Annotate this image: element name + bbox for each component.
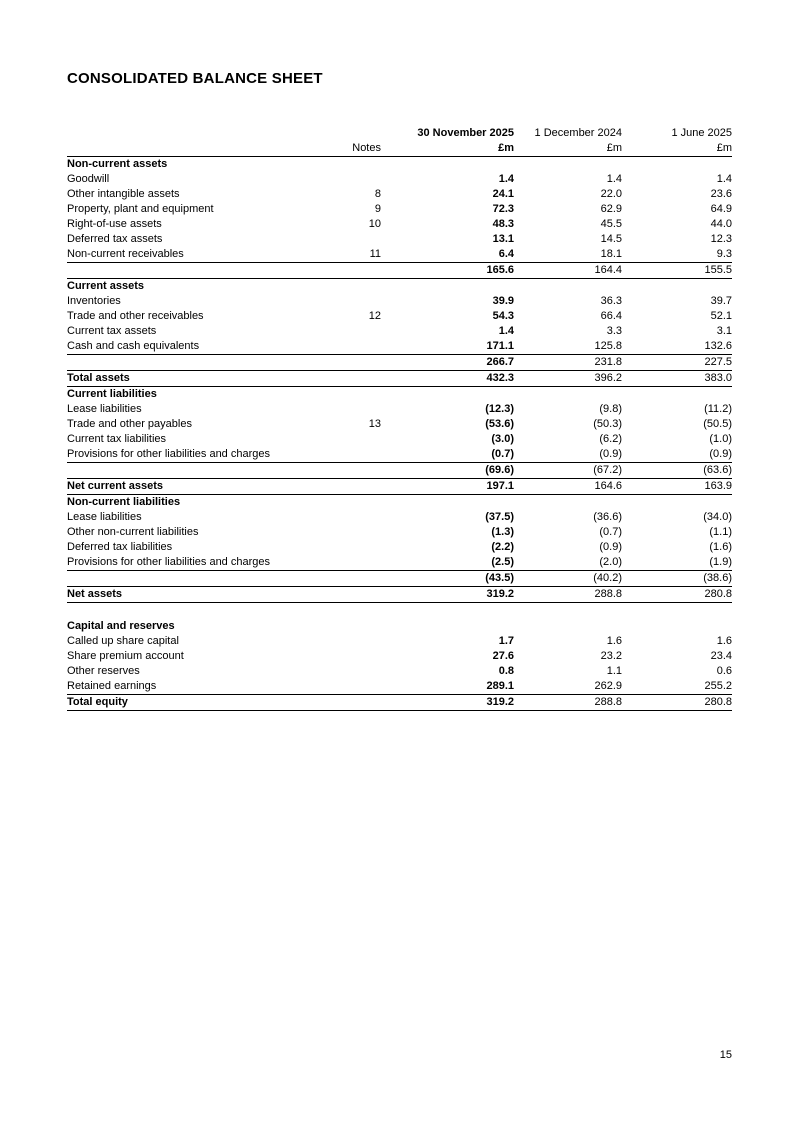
table-row-item	[67, 432, 732, 447]
value-current-period: (53.6)	[485, 418, 514, 430]
section-label: Capital and reserves	[67, 619, 175, 632]
value-prior-period: 164.6	[514, 479, 622, 495]
note-reference	[317, 525, 381, 540]
table-row-item	[67, 294, 732, 309]
table-row-item	[67, 679, 732, 695]
value-halfyear-period: 3.1	[716, 325, 732, 337]
unit-label-halfyear: £m	[622, 141, 732, 157]
header-empty	[67, 141, 317, 157]
value-prior-period: 14.5	[600, 233, 622, 245]
table-row-total	[67, 371, 732, 387]
value-prior-period: 288.8	[514, 694, 622, 710]
note-reference	[317, 694, 381, 710]
value-current-period: 165.6	[381, 263, 514, 279]
unit-label-prior: £m	[514, 141, 622, 157]
value-halfyear-period: (1.0)	[709, 433, 732, 445]
value-halfyear-period: 280.8	[622, 694, 732, 710]
row-label: Share premium account	[67, 649, 184, 662]
value-halfyear-period: (1.6)	[709, 541, 732, 553]
value-halfyear-period: (0.9)	[622, 447, 732, 463]
value-prior-period: 262.9	[514, 679, 622, 695]
value-halfyear-period: 9.3	[622, 247, 732, 263]
value-halfyear-period: 64.9	[710, 203, 732, 215]
value-prior-period: (0.9)	[514, 447, 622, 463]
table-row-item	[67, 202, 732, 217]
value-halfyear-period: 23.4	[710, 649, 732, 662]
value-halfyear-period: 52.1	[710, 310, 732, 322]
value-current-period: (1.3)	[491, 526, 514, 538]
row-label: Inventories	[67, 295, 121, 307]
value-halfyear-period: 280.8	[622, 587, 732, 603]
value-prior-period: 396.2	[514, 371, 622, 387]
value-current-period: 39.9	[492, 295, 514, 307]
header-row-units	[67, 141, 732, 157]
value-current-period: 266.7	[381, 355, 514, 371]
note-reference	[317, 634, 381, 649]
row-label: Current tax liabilities	[67, 433, 167, 445]
value-halfyear-period: 23.6	[710, 188, 732, 200]
value-prior-period: 231.8	[514, 355, 622, 371]
table-row-item	[67, 525, 732, 540]
note-reference	[317, 587, 381, 603]
note-reference	[317, 402, 381, 417]
spacer	[67, 603, 732, 619]
value-prior-period: 22.0	[600, 188, 622, 200]
note-reference	[317, 371, 381, 387]
value-current-period: (2.2)	[491, 541, 514, 553]
row-label	[67, 263, 317, 279]
table-row-section	[67, 495, 732, 511]
section-label: Current liabilities	[67, 388, 157, 400]
table-row-item	[67, 324, 732, 339]
value-halfyear-period: (63.6)	[622, 463, 732, 479]
row-label: Deferred tax liabilities	[67, 541, 173, 553]
value-prior-period: (0.7)	[599, 526, 622, 538]
balance-sheet-body	[67, 157, 732, 711]
note-reference	[317, 510, 381, 525]
value-prior-period: (2.0)	[514, 555, 622, 571]
value-halfyear-period: (50.5)	[703, 418, 732, 430]
value-current-period: (43.5)	[381, 571, 514, 587]
note-reference	[317, 339, 381, 355]
value-current-period: (69.6)	[381, 463, 514, 479]
row-label: Current tax assets	[67, 325, 157, 337]
value-current-period: 6.4	[381, 247, 514, 263]
value-halfyear-period: 383.0	[622, 371, 732, 387]
row-label: Other reserves	[67, 664, 140, 677]
row-label	[67, 463, 317, 479]
value-prior-period: 45.5	[600, 218, 622, 230]
value-halfyear-period: (11.2)	[704, 403, 732, 415]
value-halfyear-period: (1.1)	[709, 526, 732, 538]
value-halfyear-period: 163.9	[622, 479, 732, 495]
value-current-period: 72.3	[492, 203, 514, 215]
table-row-item	[67, 417, 732, 432]
note-reference	[317, 172, 381, 187]
note-reference	[317, 355, 381, 371]
note-reference	[317, 294, 381, 309]
value-current-period: 24.1	[492, 188, 514, 200]
value-current-period: 319.2	[381, 694, 514, 710]
row-label: Non-current receivables	[67, 247, 317, 263]
table-row-item	[67, 664, 732, 679]
value-halfyear-period: 0.6	[716, 664, 732, 677]
value-prior-period: (50.3)	[593, 418, 622, 430]
value-prior-period: 1.6	[606, 634, 622, 647]
value-halfyear-period: 227.5	[622, 355, 732, 371]
value-halfyear-period: 1.6	[716, 634, 732, 647]
value-current-period: 27.6	[492, 649, 514, 662]
header-empty	[317, 126, 381, 141]
note-reference	[317, 263, 381, 279]
row-label: Net current assets	[67, 479, 317, 495]
column-header-current-period: 30 November 2025	[417, 127, 514, 139]
note-reference: 13	[368, 418, 381, 430]
row-label: Provisions for other liabilities and charges	[67, 555, 317, 571]
value-halfyear-period: 44.0	[710, 218, 732, 230]
value-prior-period: 1.1	[606, 664, 622, 677]
row-label: Retained earnings	[67, 679, 317, 695]
column-header-halfyear-period: 1 June 2025	[671, 127, 732, 139]
value-current-period: 197.1	[381, 479, 514, 495]
row-label: Right-of-use assets	[67, 218, 162, 230]
note-reference	[317, 571, 381, 587]
row-label: Lease liabilities	[67, 511, 142, 523]
value-halfyear-period: (1.9)	[622, 555, 732, 571]
value-current-period: 432.3	[381, 371, 514, 387]
value-current-period: (2.5)	[381, 555, 514, 571]
row-label: Total equity	[67, 694, 317, 710]
header-row-dates	[67, 126, 732, 141]
row-label: Trade and other receivables	[67, 310, 204, 322]
value-prior-period: (0.9)	[599, 541, 622, 553]
value-prior-period: (67.2)	[514, 463, 622, 479]
table-row-item	[67, 649, 732, 664]
note-reference	[317, 463, 381, 479]
note-reference	[317, 447, 381, 463]
value-prior-period: 3.3	[606, 325, 622, 337]
table-row-subtotal	[67, 355, 732, 371]
note-reference	[317, 324, 381, 339]
table-row-item	[67, 634, 732, 649]
value-halfyear-period: 132.6	[622, 339, 732, 355]
table-row-spacer	[67, 603, 732, 619]
note-reference	[317, 679, 381, 695]
value-prior-period: (40.2)	[514, 571, 622, 587]
value-prior-period: 36.3	[600, 295, 622, 307]
table-row-item	[67, 339, 732, 355]
value-prior-period: 288.8	[514, 587, 622, 603]
value-prior-period: (36.6)	[593, 511, 622, 523]
row-label: Trade and other payables	[67, 418, 192, 430]
value-prior-period: 66.4	[600, 310, 622, 322]
table-row-item	[67, 217, 732, 232]
column-header-prior-period: 1 December 2024	[534, 127, 622, 139]
value-current-period: (12.3)	[485, 403, 514, 415]
value-current-period: 1.7	[498, 634, 514, 647]
value-current-period: 13.1	[492, 233, 514, 245]
table-row-section	[67, 387, 732, 403]
note-reference	[317, 432, 381, 447]
value-prior-period: 62.9	[600, 203, 622, 215]
value-current-period: 0.8	[498, 664, 514, 677]
value-current-period: 54.3	[492, 310, 514, 322]
value-prior-period: (9.8)	[599, 403, 622, 415]
value-current-period: (37.5)	[485, 511, 514, 523]
row-label: Lease liabilities	[67, 403, 142, 415]
row-label: Deferred tax assets	[67, 233, 163, 245]
value-current-period: 171.1	[381, 339, 514, 355]
note-reference: 9	[374, 203, 381, 215]
row-label: Total assets	[67, 371, 317, 387]
value-current-period: 48.3	[492, 218, 514, 230]
note-reference	[317, 664, 381, 679]
table-row-section	[67, 619, 732, 634]
column-header-notes: Notes	[317, 141, 381, 157]
value-current-period: (0.7)	[381, 447, 514, 463]
section-label: Current assets	[67, 280, 145, 292]
note-reference	[317, 479, 381, 495]
note-reference: 8	[374, 188, 381, 200]
row-label	[67, 355, 317, 371]
page-title: CONSOLIDATED BALANCE SHEET	[67, 70, 323, 87]
table-row-item	[67, 510, 732, 525]
note-reference	[317, 232, 381, 247]
table-row-item	[67, 309, 732, 324]
section-label: Non-current liabilities	[67, 496, 181, 508]
value-current-period: 1.4	[498, 173, 514, 185]
row-label	[67, 571, 317, 587]
table-row-total	[67, 479, 732, 495]
table-row-item	[67, 247, 732, 263]
unit-label-current: £m	[381, 141, 514, 157]
row-label: Net assets	[67, 587, 317, 603]
row-label: Called up share capital	[67, 634, 179, 647]
table-row-section	[67, 157, 732, 173]
table-row-subtotal	[67, 571, 732, 587]
balance-sheet-table	[67, 126, 732, 711]
row-label: Property, plant and equipment	[67, 203, 214, 215]
table-row-subtotal	[67, 463, 732, 479]
table-row-item	[67, 232, 732, 247]
table-row-item	[67, 540, 732, 555]
value-prior-period: 164.4	[514, 263, 622, 279]
table-row-item	[67, 187, 732, 202]
value-prior-period: 125.8	[514, 339, 622, 355]
section-label: Non-current assets	[67, 158, 168, 170]
table-row-item	[67, 555, 732, 571]
table-row-subtotal	[67, 263, 732, 279]
balance-sheet	[67, 126, 732, 711]
page-number: 15	[719, 1049, 732, 1061]
value-halfyear-period: 1.4	[716, 173, 732, 185]
header-empty	[67, 126, 317, 141]
value-prior-period: 23.2	[600, 649, 622, 662]
table-row-item	[67, 172, 732, 187]
row-label: Other intangible assets	[67, 188, 180, 200]
value-current-period: 319.2	[381, 587, 514, 603]
table-row-total	[67, 694, 732, 710]
value-halfyear-period: (34.0)	[703, 511, 732, 523]
table-row-item	[67, 402, 732, 417]
value-halfyear-period: 12.3	[710, 233, 732, 245]
row-label: Other non-current liabilities	[67, 526, 199, 538]
table-row-total	[67, 587, 732, 603]
value-prior-period: 1.4	[606, 173, 622, 185]
note-reference	[317, 555, 381, 571]
value-halfyear-period: 255.2	[622, 679, 732, 695]
value-current-period: 289.1	[381, 679, 514, 695]
value-prior-period: (6.2)	[599, 433, 622, 445]
value-halfyear-period: (38.6)	[622, 571, 732, 587]
row-label: Goodwill	[67, 173, 110, 185]
value-halfyear-period: 155.5	[622, 263, 732, 279]
value-current-period: (3.0)	[491, 433, 514, 445]
row-label: Provisions for other liabilities and charges	[67, 447, 317, 463]
row-label: Cash and cash equivalents	[67, 339, 317, 355]
note-reference: 11	[317, 247, 381, 263]
table-row-section	[67, 279, 732, 295]
value-current-period: 1.4	[498, 325, 514, 337]
note-reference: 12	[368, 310, 381, 322]
note-reference	[317, 649, 381, 664]
note-reference	[317, 540, 381, 555]
value-halfyear-period: 39.7	[710, 295, 732, 307]
value-prior-period: 18.1	[514, 247, 622, 263]
note-reference: 10	[368, 218, 381, 230]
table-row-item	[67, 447, 732, 463]
